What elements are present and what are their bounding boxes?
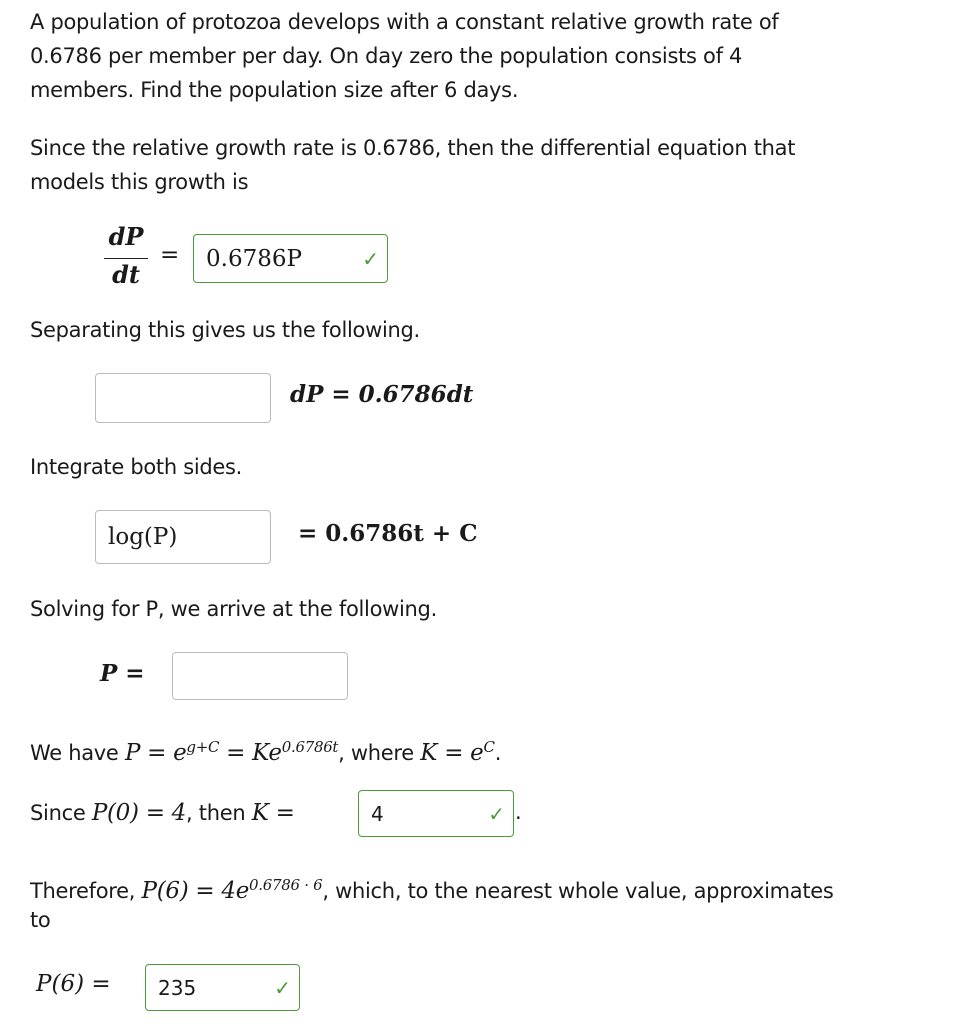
- input-value: log(P): [108, 524, 178, 550]
- input-value: 235: [158, 975, 197, 1000]
- growth-equation-input[interactable]: [193, 234, 388, 283]
- check-icon: ✓: [274, 975, 291, 1000]
- check-icon: ✓: [488, 801, 505, 826]
- problem-line-1: A population of protozoa develops with a constant relative growth rate of: [30, 10, 779, 34]
- intro-line-2: models this growth is: [30, 170, 249, 194]
- solving-lhs: P =: [100, 660, 145, 687]
- fraction-numerator: dP: [108, 222, 144, 251]
- final-answer-input[interactable]: [145, 964, 300, 1011]
- input-value: 0.6786P: [206, 245, 302, 272]
- since-line: Since P(0) = 4, then K =: [30, 800, 295, 826]
- separating-input[interactable]: [95, 373, 271, 423]
- separating-rhs: dP = 0.6786dt: [290, 381, 474, 408]
- separating-text: Separating this gives us the following.: [30, 318, 420, 342]
- fraction-bar: [104, 258, 148, 259]
- solving-input[interactable]: [172, 652, 348, 700]
- input-value: 4: [371, 801, 384, 826]
- therefore-line: Therefore, $P(6) = 4e^{0.6786 \cdot 6}$, which, to the nearest whole value, approximates: [30, 876, 834, 904]
- final-lhs: P(6) =: [36, 971, 111, 997]
- integrate-input[interactable]: [95, 510, 271, 564]
- integrate-text: Integrate both sides.: [30, 455, 243, 479]
- integrate-rhs: = 0.6786t + C: [298, 520, 478, 547]
- therefore-line-2: to: [30, 908, 51, 932]
- intro-line-1: Since the relative growth rate is 0.6786, then the differential equation that: [30, 136, 796, 160]
- equals-sign: =: [160, 242, 180, 268]
- check-icon: ✓: [362, 246, 379, 271]
- solving-text: Solving for P, we arrive at the following.: [30, 597, 437, 621]
- fraction-denominator: dt: [112, 260, 140, 289]
- problem-line-3: members. Find the population size after 6 days.: [30, 78, 519, 102]
- k-input[interactable]: [358, 790, 514, 837]
- problem-line-2: 0.6786 per member per day. On day zero the population consists of 4: [30, 44, 743, 68]
- we-have-line: We have $P = e^{g+C} = Ke^{0.6786t}$, where $K = e^C$.: [30, 738, 502, 766]
